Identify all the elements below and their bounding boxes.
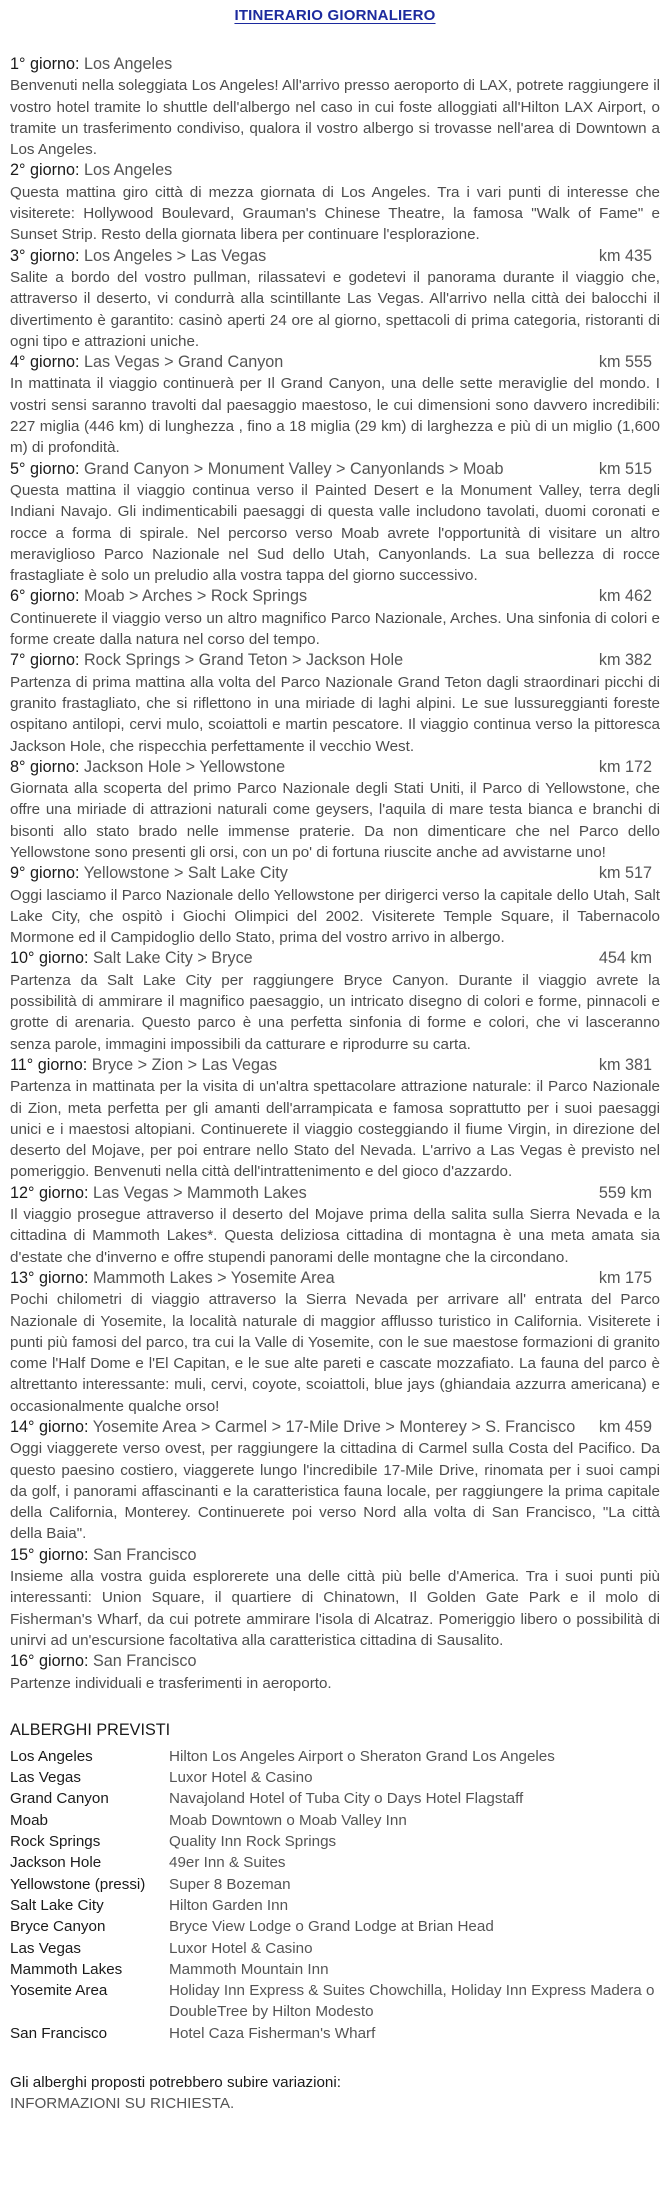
day-title [10, 459, 503, 480]
hotel-name: Holiday Inn Express & Suites Chowchilla, Holiday Inn Express Madera o DoubleTree by Hilton Modesto [169, 1982, 655, 2021]
day-distance: km 172 [598, 757, 652, 776]
hotel-city: Salt Lake City [10, 1896, 104, 1914]
day-title [10, 1651, 196, 1672]
day-label: 12° giorno: [10, 1183, 89, 1202]
hotel-row [10, 1874, 660, 1895]
day-distance [652, 54, 660, 75]
itinerary-day [10, 586, 660, 650]
day-title [10, 1183, 307, 1204]
hotel-row [10, 1810, 660, 1831]
hotel-city: Moab [10, 1811, 48, 1829]
day-label: 5° giorno: [10, 459, 80, 478]
hotel-row [10, 1938, 660, 1959]
day-description: Partenza di prima mattina alla volta del Parco Nazionale Grand Teton dagli straordinari picchi di granito frastagliato, che si riflettono in una miriade di laghi alpini. Le sue lussureggianti foreste ospitano antilopi, cervi mulo, scoiattoli e martin pescatore. Il viaggio continua verso la pittoresca Jackson Hole, che rispecchia perfettamente il vecchio West. [10, 673, 660, 755]
day-distance [652, 1545, 660, 1566]
day-title [10, 948, 253, 969]
day-label: 6° giorno: [10, 587, 80, 606]
day-distance: km 382 [598, 651, 652, 670]
hotel-name: Hilton Garden Inn [169, 1896, 289, 1914]
hotel-city: Los Angeles [10, 1747, 93, 1765]
day-route: San Francisco [92, 1545, 197, 1564]
hotel-name: Mammoth Mountain Inn [169, 1960, 329, 1978]
day-label: 3° giorno: [10, 246, 80, 265]
day-label: 8° giorno: [10, 757, 80, 776]
itinerary-day [10, 1183, 660, 1268]
hotel-name: Luxor Hotel & Casino [169, 1939, 313, 1957]
hotel-name: Moab Downtown o Moab Valley Inn [169, 1811, 407, 1829]
day-distance: km 459 [598, 1418, 652, 1436]
day-route: Las Vegas > Grand Canyon [83, 353, 284, 372]
hotel-city: San Francisco [10, 2024, 108, 2042]
day-heading [10, 246, 660, 267]
day-description: Insieme alla vostra guida esplorerete una delle città più belle d'America. Tra i suoi punti più interessanti: Union Square, il quartiere di Chinatown, Il Golden Gate Park e il molo di Fisherman's Wharf, da cui potrete ammirare l'isola di Alcatraz. Pomeriggio libero o possibilità di unirvi ad un'escursione facoltativa alla caratteristica cittadina di Sausalito. [10, 1568, 660, 1649]
day-label: 2° giorno: [10, 161, 80, 180]
day-heading [10, 1183, 660, 1204]
day-route: Bryce > Zion > Las Vegas [91, 1055, 278, 1074]
day-title [10, 1055, 277, 1076]
hotel-city: Yellowstone (pressi) [10, 1875, 146, 1893]
day-heading [10, 54, 660, 75]
itinerary-document [10, 0, 660, 2115]
day-description: Oggi lasciamo il Parco Nazionale dello Yellowstone per dirigerci verso la capitale dello Utah, Salt Lake City, che ospitò i Giochi Olimpici del 2002. Visiterete Temple Square, il Tabernacolo Mormone ed il Campidoglio dello Stato, prima del vostro arrivo in albergo. [10, 886, 660, 947]
footer-note: Gli alberghi proposti potrebbero subire variazioni: [10, 2074, 341, 2092]
hotel-name: Hotel Caza Fisherman's Wharf [169, 2024, 376, 2042]
day-route: Jackson Hole > Yellowstone [83, 757, 286, 776]
day-heading [10, 160, 660, 181]
itinerary-days [10, 54, 660, 1694]
day-title [10, 757, 285, 778]
hotel-city: Bryce Canyon [10, 1918, 106, 1936]
day-route: Rock Springs > Grand Teton > Jackson Hole [83, 651, 404, 670]
day-heading [10, 1545, 660, 1566]
itinerary-day [10, 1268, 660, 1417]
hotel-row [10, 1788, 660, 1809]
hotel-city: Grand Canyon [10, 1790, 109, 1808]
day-route: Yosemite Area > Carmel > 17-Mile Drive > Monterey > S. Francisco [92, 1418, 576, 1436]
itinerary-day [10, 54, 660, 160]
hotel-row [10, 1852, 660, 1873]
day-description: Questa mattina il viaggio continua verso il Painted Desert e la Monument Valley, terra degli Indiani Navajo. Gli indimenticabili paesaggi di questa valle includono tavolati, duomi coronati e rocce a forma di spirale. Nel percorso verso Moab avrete l'opportunità di visitare un altro meraviglioso Parco Nazionale nel Sud dello Utah, Canyonlands. La sua bellezza di rocce frastagliate è solo un preludio alla vostra tappa del giorno successivo. [10, 481, 660, 585]
day-label: 13° giorno: [10, 1268, 89, 1287]
day-heading [10, 948, 660, 969]
day-distance: km 515 [598, 459, 652, 478]
day-distance [652, 160, 660, 181]
day-title [10, 352, 283, 373]
day-title [10, 1268, 335, 1289]
day-title [10, 1417, 575, 1438]
day-distance [652, 1651, 660, 1672]
day-heading [10, 459, 660, 480]
day-description: Pochi chilometri di viaggio attraverso la Sierra Nevada per arrivare all' entrata del Parco Nazionale di Yosemite, la località naturale di maggior afflusso turistico in California. Visiterete i punti più famosi del parco, tra cui la Valle di Yosemite, con le sue maestose formazioni di granito come l'Half Dome e l'El Capitan, e le sue alte pareti e cascate mozzafiato. La fauna del parco è altrettanto interessante: muli, cervi, coyote, scoiattoli, blue jays (ghiandaia azzurra americana) e occasionalmente qualche orso! [10, 1291, 660, 1415]
hotel-city: Jackson Hole [10, 1854, 102, 1872]
hotels-title: ALBERGHI PREVISTI [10, 1720, 171, 1739]
day-description: Partenza in mattinata per la visita di un'altra spettacolare attrazione naturale: il Parco Nazionale di Zion, meta perfetta per gli amanti dell'arrampicata e famosa soprattutto per i suoi paesaggi unici e i maestosi altopiani. Continuerete il viaggio costeggiando il fiume Virgin, in direzione del deserto del Mojave, per poi entrare nello Stato del Nevada. L'arrivo a Las Vegas è previsto nel pomeriggio. Benvenuti nella città dell'intrattenimento e del gioco d'azzardo. [10, 1078, 660, 1181]
day-label: 1° giorno: [10, 55, 80, 73]
hotel-name: Quality Inn Rock Springs [169, 1833, 337, 1851]
hotel-row [10, 1980, 660, 2023]
hotel-name: Hilton Los Angeles Airport o Sheraton Grand Los Angeles [169, 1747, 555, 1765]
day-description: Giornata alla scoperta del primo Parco Nazionale degli Stati Uniti, il Parco di Yellowstone, che offre una miriade di attrazioni naturali come geysers, l'aquila di mare testa bianca e branchi di bisonti allo stato brado nelle immense praterie. Da non dimenticare che nel Parco dello Yellowstone sono presenti gli orsi, con un po' di fortuna riuscite anche ad avvistarne uno! [10, 780, 660, 861]
day-description: Benvenuti nella soleggiata Los Angeles! All'arrivo presso aeroporto di LAX, potrete raggiungere il vostro hotel tramite lo shuttle dell'albergo nel caso in cui foste alloggiati all'Hilton LAX Airport, o tramite un trasferimento condiviso, qualora il vostro albergo si trovasse nell'area di Downtown a Los Angeles. [10, 77, 660, 159]
day-distance: 559 km [598, 1183, 652, 1202]
hotel-row [10, 1916, 660, 1937]
day-route: Los Angeles [83, 55, 173, 73]
hotel-city: Mammoth Lakes [10, 1960, 123, 1978]
day-distance: km 175 [598, 1268, 652, 1287]
hotel-name: Navajoland Hotel of Tuba City o Days Hotel Flagstaff [169, 1790, 524, 1808]
day-label: 7° giorno: [10, 651, 80, 670]
day-route: San Francisco [92, 1652, 197, 1671]
day-label: 15° giorno: [10, 1545, 89, 1564]
day-distance: km 462 [598, 587, 652, 606]
day-description: In mattinata il viaggio continuerà per Il Grand Canyon, una delle sette meraviglie del mondo. I vostri sensi saranno travolti dal paesaggio maestoso, le cui dimensioni sono davvero incredibili: 227 miglia (446 km) di lunghezza , fino a 18 miglia (29 km) di larghezza e più di un miglio (1,600 m) di profondità. [10, 375, 660, 457]
hotels-section [10, 1720, 660, 2044]
day-title [10, 650, 403, 671]
day-description: Oggi viaggerete verso ovest, per raggiungere la cittadina di Carmel sulla Costa del Pacifico. Da questo paesino costiero, viaggerete lungo l'incredibile 17-Mile Drive, rinomata per i suoi campi da golf, i panorami affascinanti e la caratteristica fauna locale, per raggiungere la prima capitale della California, Monterey. Continuerete poi verso Nord alla volta di San Francisco, "La città della Baia". [10, 1440, 660, 1543]
hotel-city: Rock Springs [10, 1833, 101, 1851]
hotel-row [10, 2023, 660, 2044]
day-route: Las Vegas > Mammoth Lakes [92, 1183, 307, 1202]
day-label: 10° giorno: [10, 949, 89, 968]
day-description: Il viaggio prosegue attraverso il deserto del Mojave prima della salita sulla Sierra Nevada e la cittadina di Mammoth Lakes*. Questa deliziosa cittadina di montagna è una meta amata sia d'estate che d'inverno e offre stupendi panorami delle montagne che la circondano. [10, 1206, 660, 1266]
hotels-list [10, 1746, 660, 2044]
day-heading [10, 586, 660, 607]
hotel-row [10, 1767, 660, 1788]
itinerary-day [10, 757, 660, 863]
day-label: 16° giorno: [10, 1652, 89, 1671]
day-heading [10, 352, 660, 373]
day-description: Partenze individuali e trasferimenti in aeroporto. [10, 1674, 332, 1692]
day-label: 9° giorno: [10, 864, 80, 883]
itinerary-day [10, 1651, 660, 1694]
day-route: Los Angeles [83, 161, 173, 180]
day-route: Mammoth Lakes > Yosemite Area [92, 1268, 335, 1287]
hotel-row [10, 1746, 660, 1767]
day-heading [10, 757, 660, 778]
day-distance: 454 km [598, 949, 652, 968]
day-distance: km 555 [598, 353, 652, 372]
footer [10, 2072, 660, 2115]
hotel-name: Luxor Hotel & Casino [169, 1769, 313, 1787]
day-route: Grand Canyon > Monument Valley > Canyonlands > Moab [83, 459, 504, 478]
hotel-row [10, 1895, 660, 1916]
day-title [10, 1545, 196, 1566]
day-title [10, 586, 307, 607]
itinerary-day [10, 1545, 660, 1651]
hotel-name: 49er Inn & Suites [169, 1854, 286, 1872]
hotel-city: Yosemite Area [10, 1982, 108, 2000]
hotel-row [10, 1831, 660, 1852]
itinerary-day [10, 650, 660, 756]
day-label: 14° giorno: [10, 1418, 89, 1436]
itinerary-day [10, 948, 660, 1054]
footer-info: INFORMAZIONI SU RICHIESTA. [10, 2095, 235, 2113]
day-description: Continuerete il viaggio verso un altro magnifico Parco Nazionale, Arches. Una sinfonia di colori e forme create dalla natura nel corso del tempo. [10, 609, 660, 649]
day-label: 11° giorno: [10, 1055, 88, 1074]
itinerary-day [10, 160, 660, 245]
hotel-city: Las Vegas [10, 1769, 81, 1787]
day-route: Moab > Arches > Rock Springs [83, 587, 308, 606]
hotel-name: Super 8 Bozeman [169, 1875, 291, 1893]
day-label: 4° giorno: [10, 353, 80, 372]
day-title [10, 863, 288, 884]
day-distance: km 435 [598, 246, 652, 265]
day-distance: km 381 [598, 1055, 652, 1074]
day-description: Partenza da Salt Lake City per raggiungere Bryce Canyon. Durante il viaggio avrete la possibilità di ammirare il magnifico paesaggio, un intricato disegno di colori e forme, pinnacoli e grotte di arenaria. Questo parco è una perfetta sinfonia di forme e colori, che vi lasceranno senza parole, immagini impossibili da catturare e riprodurre su carta. [10, 971, 660, 1053]
hotel-name: Bryce View Lodge o Grand Lodge at Brian Head [169, 1918, 494, 1936]
day-title [10, 160, 172, 181]
itinerary-day [10, 1055, 660, 1183]
itinerary-day [10, 863, 660, 948]
day-heading [10, 1417, 660, 1438]
day-distance: km 517 [598, 864, 652, 883]
day-heading [10, 1268, 660, 1289]
itinerary-day [10, 246, 660, 352]
itinerary-day [10, 459, 660, 587]
day-heading [10, 1055, 660, 1076]
page-title: ITINERARIO GIORNALIERO [234, 7, 436, 24]
itinerary-day [10, 1417, 660, 1545]
day-route: Yellowstone > Salt Lake City [83, 864, 288, 883]
itinerary-day [10, 352, 660, 458]
day-title [10, 246, 266, 267]
hotel-row [10, 1959, 660, 1980]
day-route: Salt Lake City > Bryce [92, 949, 253, 968]
day-description: Questa mattina giro città di mezza giornata di Los Angeles. Tra i vari punti di interesse che visiterete: Hollywood Boulevard, Grauman's Chinese Theatre, la famosa "Walk of Fame" e Sunset Strip. Resto della giornata libera per continuare l'esplorazione. [10, 183, 660, 244]
day-heading [10, 863, 660, 884]
day-heading [10, 650, 660, 671]
day-heading [10, 1651, 660, 1672]
hotel-city: Las Vegas [10, 1939, 81, 1957]
day-description: Salite a bordo del vostro pullman, rilassatevi e godetevi il panorama durante il viaggio che, attraverso il deserto, vi condurrà alla scintillante Las Vegas. All'arrivo nella città dei balocchi il divertimento è garantito: casinò aperti 24 ore al giorno, spettacoli di prima categoria, ristoranti di ogni tipo e attrazioni uniche. [10, 268, 660, 350]
day-route: Los Angeles > Las Vegas [83, 246, 267, 265]
day-title [10, 54, 172, 75]
